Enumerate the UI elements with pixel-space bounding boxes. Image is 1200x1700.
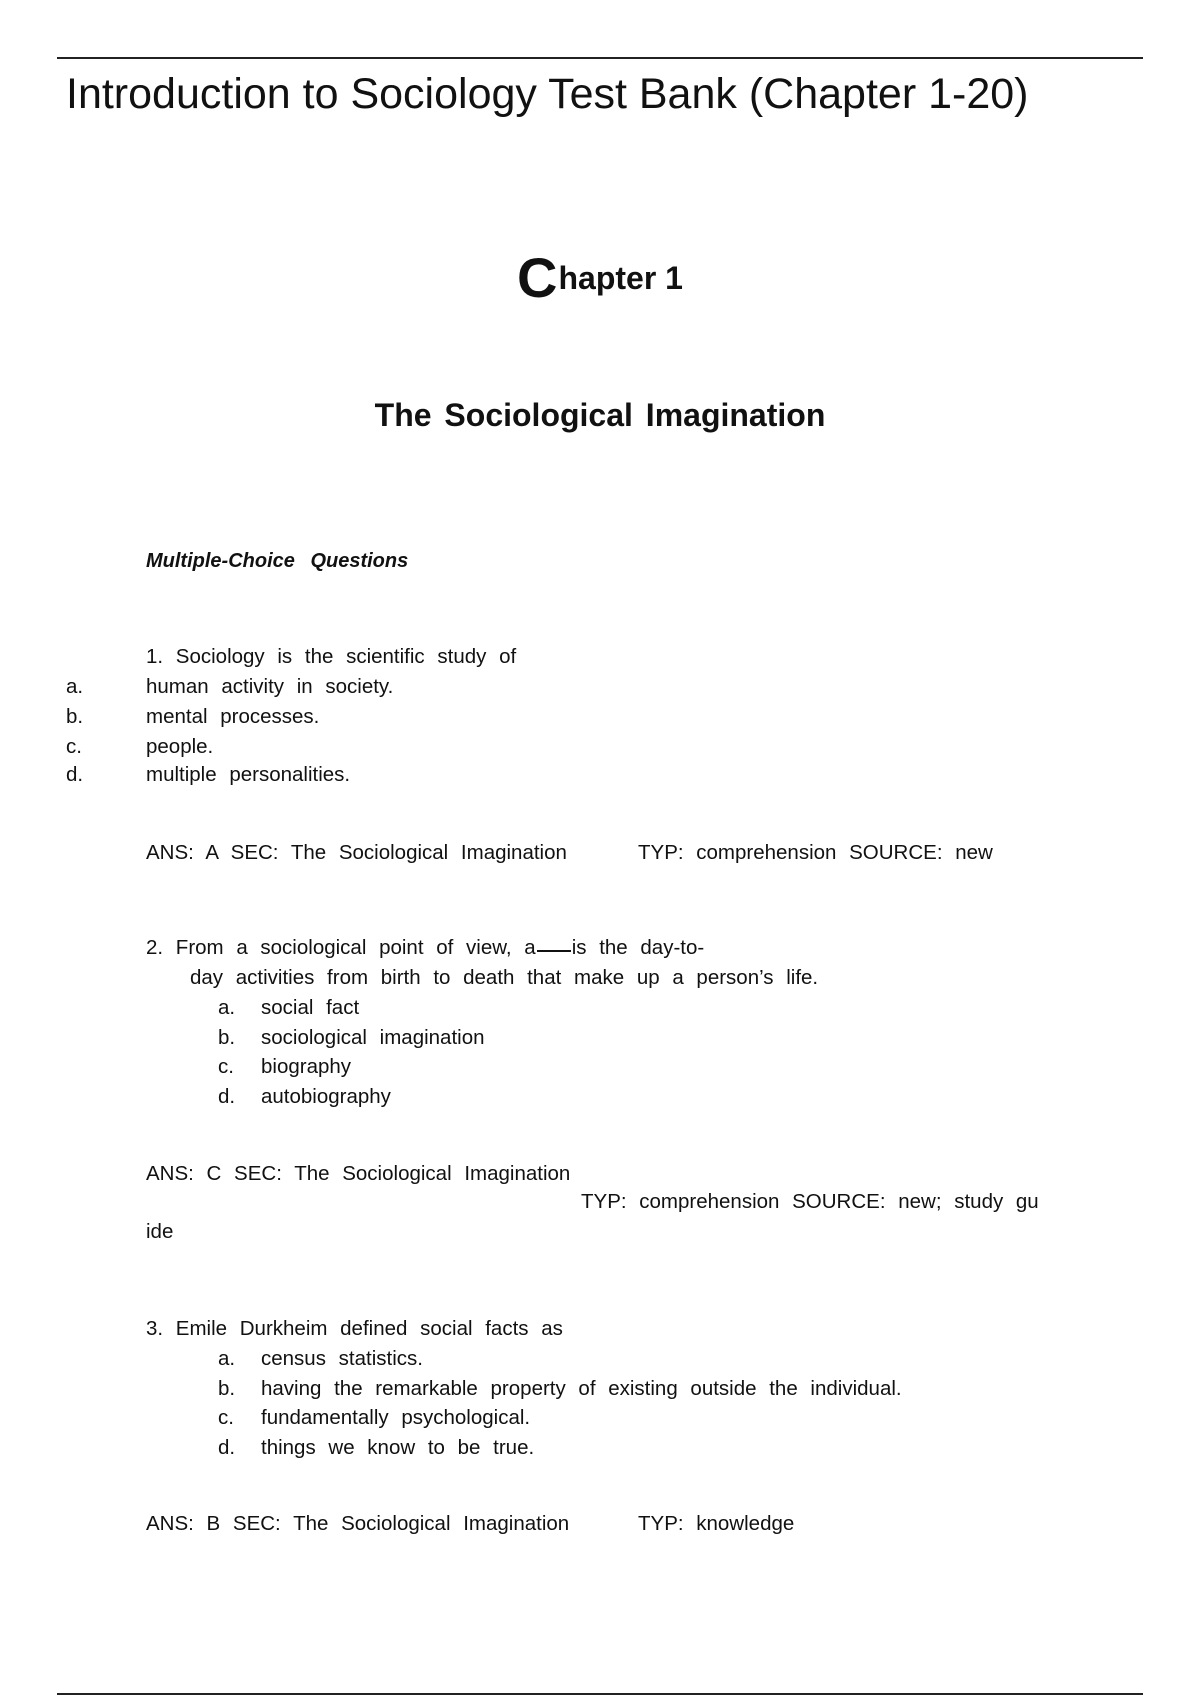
q2-stem-line2: day activities from birth to death that make up a person’s life. xyxy=(190,966,819,989)
q1-option-c-letter: c. xyxy=(66,735,82,758)
q2-option-c-letter: c. xyxy=(218,1055,234,1078)
q1-option-a-letter: a. xyxy=(66,675,84,698)
q2-option-d-text: autobiography xyxy=(261,1085,391,1108)
q3-option-b-letter: b. xyxy=(218,1377,236,1400)
q2-stem xyxy=(146,936,704,960)
q3-option-b-text: having the remarkable property of existing outside the individual. xyxy=(261,1377,902,1400)
q3-option-d-letter: d. xyxy=(218,1436,236,1459)
q1-option-b-text: mental processes. xyxy=(146,705,320,728)
q1-option-c-text: people. xyxy=(146,735,214,758)
chapter-subtitle: The Sociological Imagination xyxy=(374,397,826,433)
q2-meta-wrap: ide xyxy=(146,1220,174,1243)
q3-stem: 3. Emile Durkheim defined social facts as xyxy=(146,1317,563,1340)
q1-option-d-text: multiple personalities. xyxy=(146,763,351,786)
q2-answer: ANS: C SEC: The Sociological Imagination xyxy=(146,1162,571,1185)
q2-option-b-text: sociological imagination xyxy=(261,1026,485,1049)
section-label: Multiple-Choice Questions xyxy=(146,550,409,572)
chapter-heading xyxy=(0,245,1200,310)
q1-stem: 1. Sociology is the scientific study of xyxy=(146,645,517,668)
q3-option-a-letter: a. xyxy=(218,1347,236,1370)
bottom-rule xyxy=(57,1693,1143,1695)
q1-option-a-text: human activity in society. xyxy=(146,675,394,698)
chapter-heading-text: hapter 1 xyxy=(558,260,683,296)
q3-option-a-text: census statistics. xyxy=(261,1347,423,1370)
q2-option-a-letter: a. xyxy=(218,996,236,1019)
q2-stem-part1: 2. From a sociological point of view, a xyxy=(146,936,536,959)
q2-stem-part2: is the day-to- xyxy=(571,936,705,959)
q2-blank xyxy=(537,949,571,952)
q3-answer: ANS: B SEC: The Sociological Imagination xyxy=(146,1512,570,1535)
chapter-drop-cap: C xyxy=(517,246,558,309)
q3-option-c-text: fundamentally psychological. xyxy=(261,1406,531,1429)
document-title: Introduction to Sociology Test Bank (Chapter 1-20) xyxy=(66,70,1029,118)
q2-option-b-letter: b. xyxy=(218,1026,236,1049)
q2-option-a-text: social fact xyxy=(261,996,360,1019)
q2-option-d-letter: d. xyxy=(218,1085,236,1108)
q3-option-c-letter: c. xyxy=(218,1406,234,1429)
top-rule xyxy=(57,57,1143,59)
q2-meta: TYP: comprehension SOURCE: new; study gu xyxy=(581,1190,1039,1213)
q1-meta: TYP: comprehension SOURCE: new xyxy=(638,841,993,864)
q2-option-c-text: biography xyxy=(261,1055,352,1078)
q3-meta: TYP: knowledge xyxy=(638,1512,795,1535)
q1-answer: ANS: A SEC: The Sociological Imagination xyxy=(146,841,567,864)
q1-option-d-letter: d. xyxy=(66,763,84,786)
q1-option-b-letter: b. xyxy=(66,705,84,728)
q3-option-d-text: things we know to be true. xyxy=(261,1436,535,1459)
